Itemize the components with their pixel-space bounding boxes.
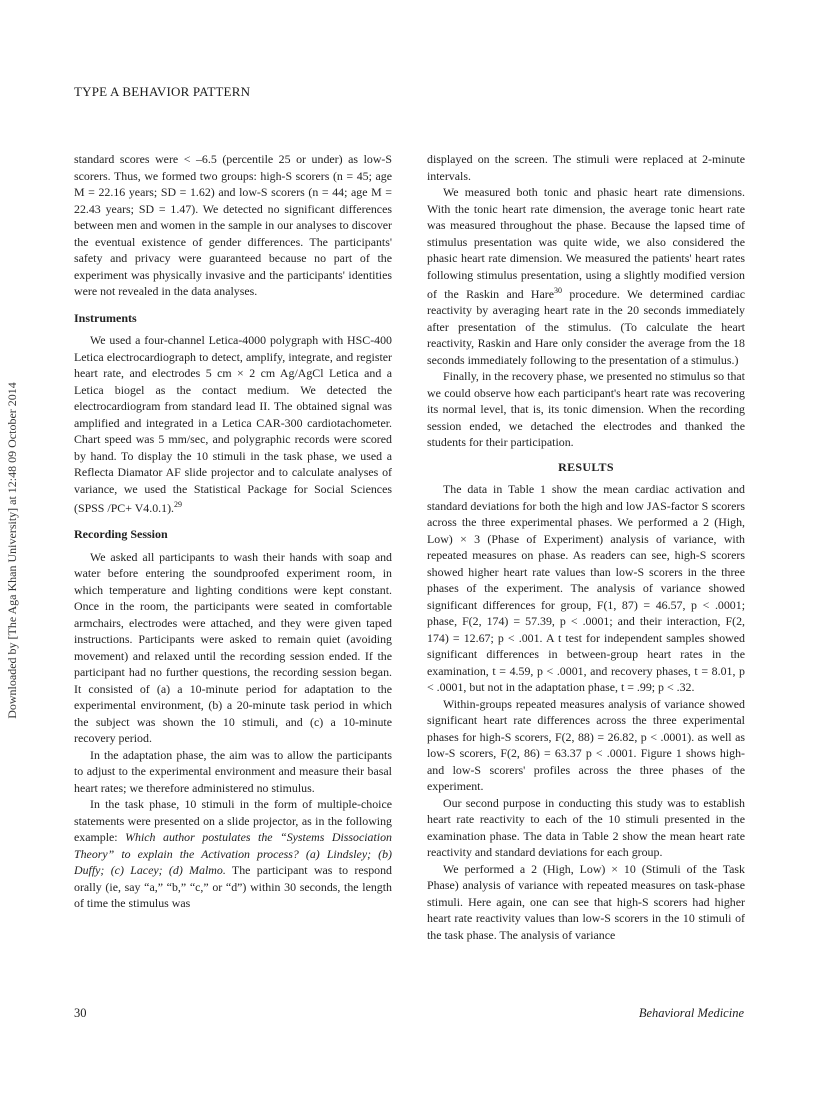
paragraph-text: In the task phase, 10 stimuli in the form of multiple-choice statements were presented on a slide projector, as in the following example: [74, 797, 392, 845]
paragraph [74, 332, 392, 516]
example-item: Which author postulates the “Systems Dissociation Theory” to explain the Activation process? (a) Lindsley; (b) Duffy; (c) Lacey; (d) Malmo. [74, 830, 393, 878]
paragraph: standard scores were < –6.5 (percentile 25 or under) as low-S scorers. Thus, we formed two groups: high-S scorers (n = 45; age M = 22.16 years; SD = 1.62) and low-S scorers (n = 44; age M = 22.43 years; SD = 1.47). We detected no significant differences between men and women in the sample in our analyses to discover the eventual existence of gender differences. The participants' safety and privacy were guaranteed because no part of the experiment was physically invasive and the participants' identities were not revealed in the data analyses. [74, 152, 392, 298]
paragraph: Our second purpose in conducting this study was to establish heart rate reactivity to each of the 10 stimuli presented in the examination phase. The data in Table 2 show the mean heart rate reactivity and standard deviations for each group. [427, 795, 745, 860]
paragraph: We asked all participants to wash their hands with soap and water before entering the soundproofed experiment room, in which temperature and lighting conditions were kept constant. Once in the room, the participants were seated in comfortable armchairs, electrodes were attached, and they were given taped instructions. Participants were asked to remain quiet (avoiding movement) and relaxed until the recording session ended. If the participant had no further questions, the recording session began. It consisted of (a) a 10-minute period for adaptation to the experimental environment, (b) a 20-minute task period in which the subject was shown the 10 stimuli, and (c) a 10-minute recovery period. [74, 549, 392, 746]
page-number: 30 [74, 1006, 87, 1020]
left-column [74, 151, 392, 912]
section-heading-recording-session: Recording Session [74, 527, 168, 542]
section-heading-results: RESULTS [558, 459, 614, 474]
paragraph: In the adaptation phase, the aim was to allow the participants to adjust to the experimental environment and measure their basal heart rates; we therefore administered no stimulus. [74, 747, 392, 795]
paragraph-text: We measured both tonic and phasic heart rate dimensions. With the tonic heart rate dimension, the average tonic heart rate was measured throughout the phase. Because the lapsed time of stimulus presentation was quite wide, we also considered the phasic heart rate dimension. We measured the patients' heart rates following stimulus presentation, using a slightly modified version of the Raskin and Hare [427, 185, 745, 301]
paragraph-text: We used a four-channel Letica-4000 polygraph with HSC-400 Letica electrocardiograph to detect, amplify, integrate, and register heart rate, and electrodes 5 cm × 2 cm Ag/AgCl Letica and a Letica biogel as the contact medium. We detected the electrocardiogram from standard lead II. The obtained signal was amplified and integrated in a Letica CAR-300 cardiotachometer. Chart speed was 5 mm/sec, and polygraphic records were scored by hand. To display the 10 stimuli in the task phase, we used a Reflecta Diamator AF slide projector and to calculate analyses of variance, we used the Statistical Package for Social Sciences (SPSS /PC+ V4.0.1). [74, 333, 392, 515]
paragraph: Finally, in the recovery phase, we presented no stimulus so that we could observe how each participant's heart rate was recovering its normal level, that is, its tonic dimension. When the recording session ended, we detached the electrodes and thanked the students for their participation. [427, 369, 745, 450]
paragraph [74, 796, 392, 912]
paragraph [427, 184, 745, 368]
paragraph: Within-groups repeated measures analysis of variance showed significant heart rate differences across the three experimental phases for high-S scorers, F(2, 88) = 26.82, p < .0001). as well as low-S scorers, F(2, 86) = 63.37 p < .0001. Figure 1 shows high- and low-S scorers' profiles across the three phases of the experiment. [427, 696, 745, 794]
journal-name: Behavioral Medicine [638, 1006, 744, 1020]
citation-ref: 30 [554, 286, 563, 295]
section-heading-instruments: Instruments [74, 310, 137, 325]
paragraph: The data in Table 1 show the mean cardiac activation and standard deviations for both the high and low JAS-factor S scorers across the three experimental phases. We performed a 2 (High, Low) × 3 (Phase of Experiment) analysis of variance, with repeated measures on phase. As readers can see, high-S scorers showed higher heart rate values than low-S scorers in the three phases of the experiment. The analysis of variance showed significant differences for group, F(1, 87) = 46.57, p < .0001; phase, F(2, 174) = 57.39, p < .0001; and their interaction, F(2, 174) = 12.67; p < .001. A t test for independent samples showed significant differences in between-group heart rates in the examination, t = 4.59, p < .0001, and recovery phases, t = 8.01, p < .0001, but not in the adaptation phase, t = .99; p < .32. [427, 482, 745, 695]
paragraph-text: The participant was to respond orally (ie, say “a,” “b,” “c,” or “d”) within 30 seconds, the length of time the stimulus was [74, 863, 392, 911]
paragraph: displayed on the screen. The stimuli were replaced at 2-minute intervals. [427, 152, 745, 183]
citation-ref: 29 [174, 500, 182, 509]
download-note-text: Downloaded by [The Aga Khan University] at 12:48 09 October 2014 [4, 381, 19, 719]
right-column [427, 151, 745, 943]
paragraph-text: procedure. We determined cardiac reactivity by averaging heart rate in the 20 seconds immediately after presentation of the stimulus. (To calculate the heart reactivity, Raskin and Hare only consider the average from the 18 seconds immediately following to the presentation of a stimulus.) [427, 286, 745, 367]
download-note [4, 340, 20, 760]
running-head: TYPE A BEHAVIOR PATTERN [74, 84, 251, 99]
paragraph: We performed a 2 (High, Low) × 10 (Stimuli of the Task Phase) analysis of variance with repeated measures on task-phase stimuli. Here again, one can see that high-S scorers had higher heart rate reactivity values than low-S scorers in the 10 stimuli of the task phase. The analysis of variance [427, 861, 745, 942]
